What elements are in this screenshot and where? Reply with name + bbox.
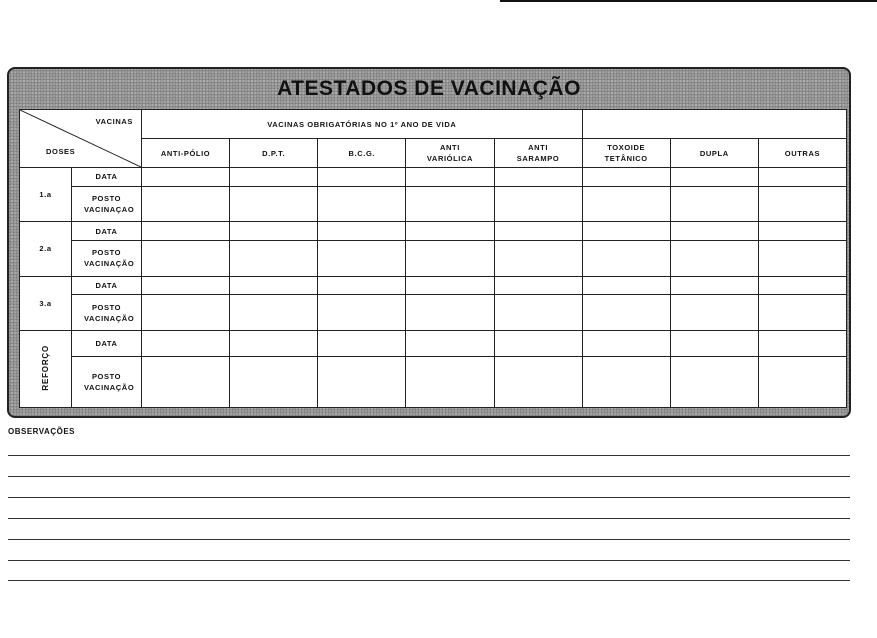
entry-cell[interactable] [318, 276, 406, 295]
entry-cell[interactable] [230, 276, 318, 295]
entry-cell[interactable] [670, 276, 758, 295]
entry-cell[interactable] [406, 222, 494, 241]
entry-cell[interactable] [230, 240, 318, 276]
entry-cell[interactable] [494, 330, 582, 356]
entry-cell[interactable] [670, 357, 758, 408]
top-border-line [500, 0, 877, 2]
entry-cell[interactable] [670, 168, 758, 187]
entry-cell[interactable] [758, 330, 846, 356]
entry-cell[interactable] [494, 295, 582, 331]
card-title: ATESTADOS DE VACINAÇÃO [277, 77, 581, 100]
entry-cell[interactable] [758, 222, 846, 241]
observation-line[interactable] [8, 518, 850, 519]
vaccination-table [19, 109, 847, 408]
doses-label: DOSES [46, 147, 76, 156]
entry-cell[interactable] [318, 357, 406, 408]
entry-cell[interactable] [406, 186, 494, 222]
row-label: DATA [72, 222, 142, 241]
entry-cell[interactable] [582, 240, 670, 276]
entry-cell[interactable] [230, 295, 318, 331]
entry-cell[interactable] [406, 330, 494, 356]
dose-label-reforco [20, 330, 72, 407]
entry-cell[interactable] [406, 357, 494, 408]
row-label: POSTO VACINAÇÃO [72, 240, 142, 276]
dose-label: 3.a [20, 276, 72, 330]
entry-cell[interactable] [406, 295, 494, 331]
entry-cell[interactable] [670, 186, 758, 222]
row-label: DATA [72, 330, 142, 356]
entry-cell[interactable] [670, 222, 758, 241]
entry-cell[interactable] [142, 295, 230, 331]
col-header: DUPLA [670, 139, 758, 168]
entry-cell[interactable] [582, 330, 670, 356]
observation-line[interactable] [8, 455, 850, 456]
entry-cell[interactable] [406, 240, 494, 276]
entry-cell[interactable] [494, 357, 582, 408]
group-header-empty [582, 110, 846, 139]
entry-cell[interactable] [758, 168, 846, 187]
entry-cell[interactable] [582, 186, 670, 222]
entry-cell[interactable] [142, 240, 230, 276]
entry-cell[interactable] [582, 276, 670, 295]
dose-label: 1.a [20, 168, 72, 222]
col-header: B.C.G. [318, 139, 406, 168]
vaccination-card [7, 67, 851, 418]
col-header: TOXOIDE TETÂNICO [582, 139, 670, 168]
entry-cell[interactable] [230, 168, 318, 187]
entry-cell[interactable] [758, 240, 846, 276]
entry-cell[interactable] [758, 276, 846, 295]
corner-header [20, 110, 142, 168]
observation-line[interactable] [8, 497, 850, 498]
entry-cell[interactable] [142, 276, 230, 295]
entry-cell[interactable] [230, 330, 318, 356]
entry-cell[interactable] [230, 186, 318, 222]
entry-cell[interactable] [582, 295, 670, 331]
entry-cell[interactable] [318, 168, 406, 187]
row-label: DATA [72, 168, 142, 187]
entry-cell[interactable] [406, 276, 494, 295]
vacinas-label: VACINAS [95, 117, 133, 126]
entry-cell[interactable] [318, 295, 406, 331]
col-header: ANTI SARAMPO [494, 139, 582, 168]
entry-cell[interactable] [230, 357, 318, 408]
col-header: ANTI VARIÓLICA [406, 139, 494, 168]
entry-cell[interactable] [758, 186, 846, 222]
entry-cell[interactable] [758, 295, 846, 331]
entry-cell[interactable] [670, 295, 758, 331]
observation-line[interactable] [8, 560, 850, 561]
entry-cell[interactable] [318, 186, 406, 222]
observation-line[interactable] [8, 580, 850, 581]
row-label: POSTO VACINAÇÃO [72, 357, 142, 408]
entry-cell[interactable] [318, 330, 406, 356]
col-header: D.P.T. [230, 139, 318, 168]
entry-cell[interactable] [142, 330, 230, 356]
row-label: POSTO VACINAÇÃO [72, 295, 142, 331]
reforco-label: REFORÇO [41, 344, 50, 391]
entry-cell[interactable] [142, 357, 230, 408]
entry-cell[interactable] [142, 222, 230, 241]
entry-cell[interactable] [582, 222, 670, 241]
col-header: ANTI-PÓLIO [142, 139, 230, 168]
entry-cell[interactable] [142, 186, 230, 222]
entry-cell[interactable] [582, 357, 670, 408]
entry-cell[interactable] [230, 222, 318, 241]
entry-cell[interactable] [494, 276, 582, 295]
entry-cell[interactable] [406, 168, 494, 187]
entry-cell[interactable] [494, 186, 582, 222]
dose-label: 2.a [20, 222, 72, 276]
group-header: VACINAS OBRIGATÓRIAS NO 1º ANO DE VIDA [142, 110, 583, 139]
entry-cell[interactable] [494, 222, 582, 241]
entry-cell[interactable] [142, 168, 230, 187]
observation-line[interactable] [8, 539, 850, 540]
row-label: DATA [72, 276, 142, 295]
entry-cell[interactable] [494, 240, 582, 276]
entry-cell[interactable] [670, 240, 758, 276]
entry-cell[interactable] [318, 240, 406, 276]
entry-cell[interactable] [670, 330, 758, 356]
entry-cell[interactable] [494, 168, 582, 187]
col-header: OUTRAS [758, 139, 846, 168]
row-label: POSTO VACINAÇAO [72, 186, 142, 222]
observacoes-heading: OBSERVAÇÕES [8, 427, 75, 436]
entry-cell[interactable] [582, 168, 670, 187]
entry-cell[interactable] [318, 222, 406, 241]
entry-cell[interactable] [758, 357, 846, 408]
observation-line[interactable] [8, 476, 850, 477]
